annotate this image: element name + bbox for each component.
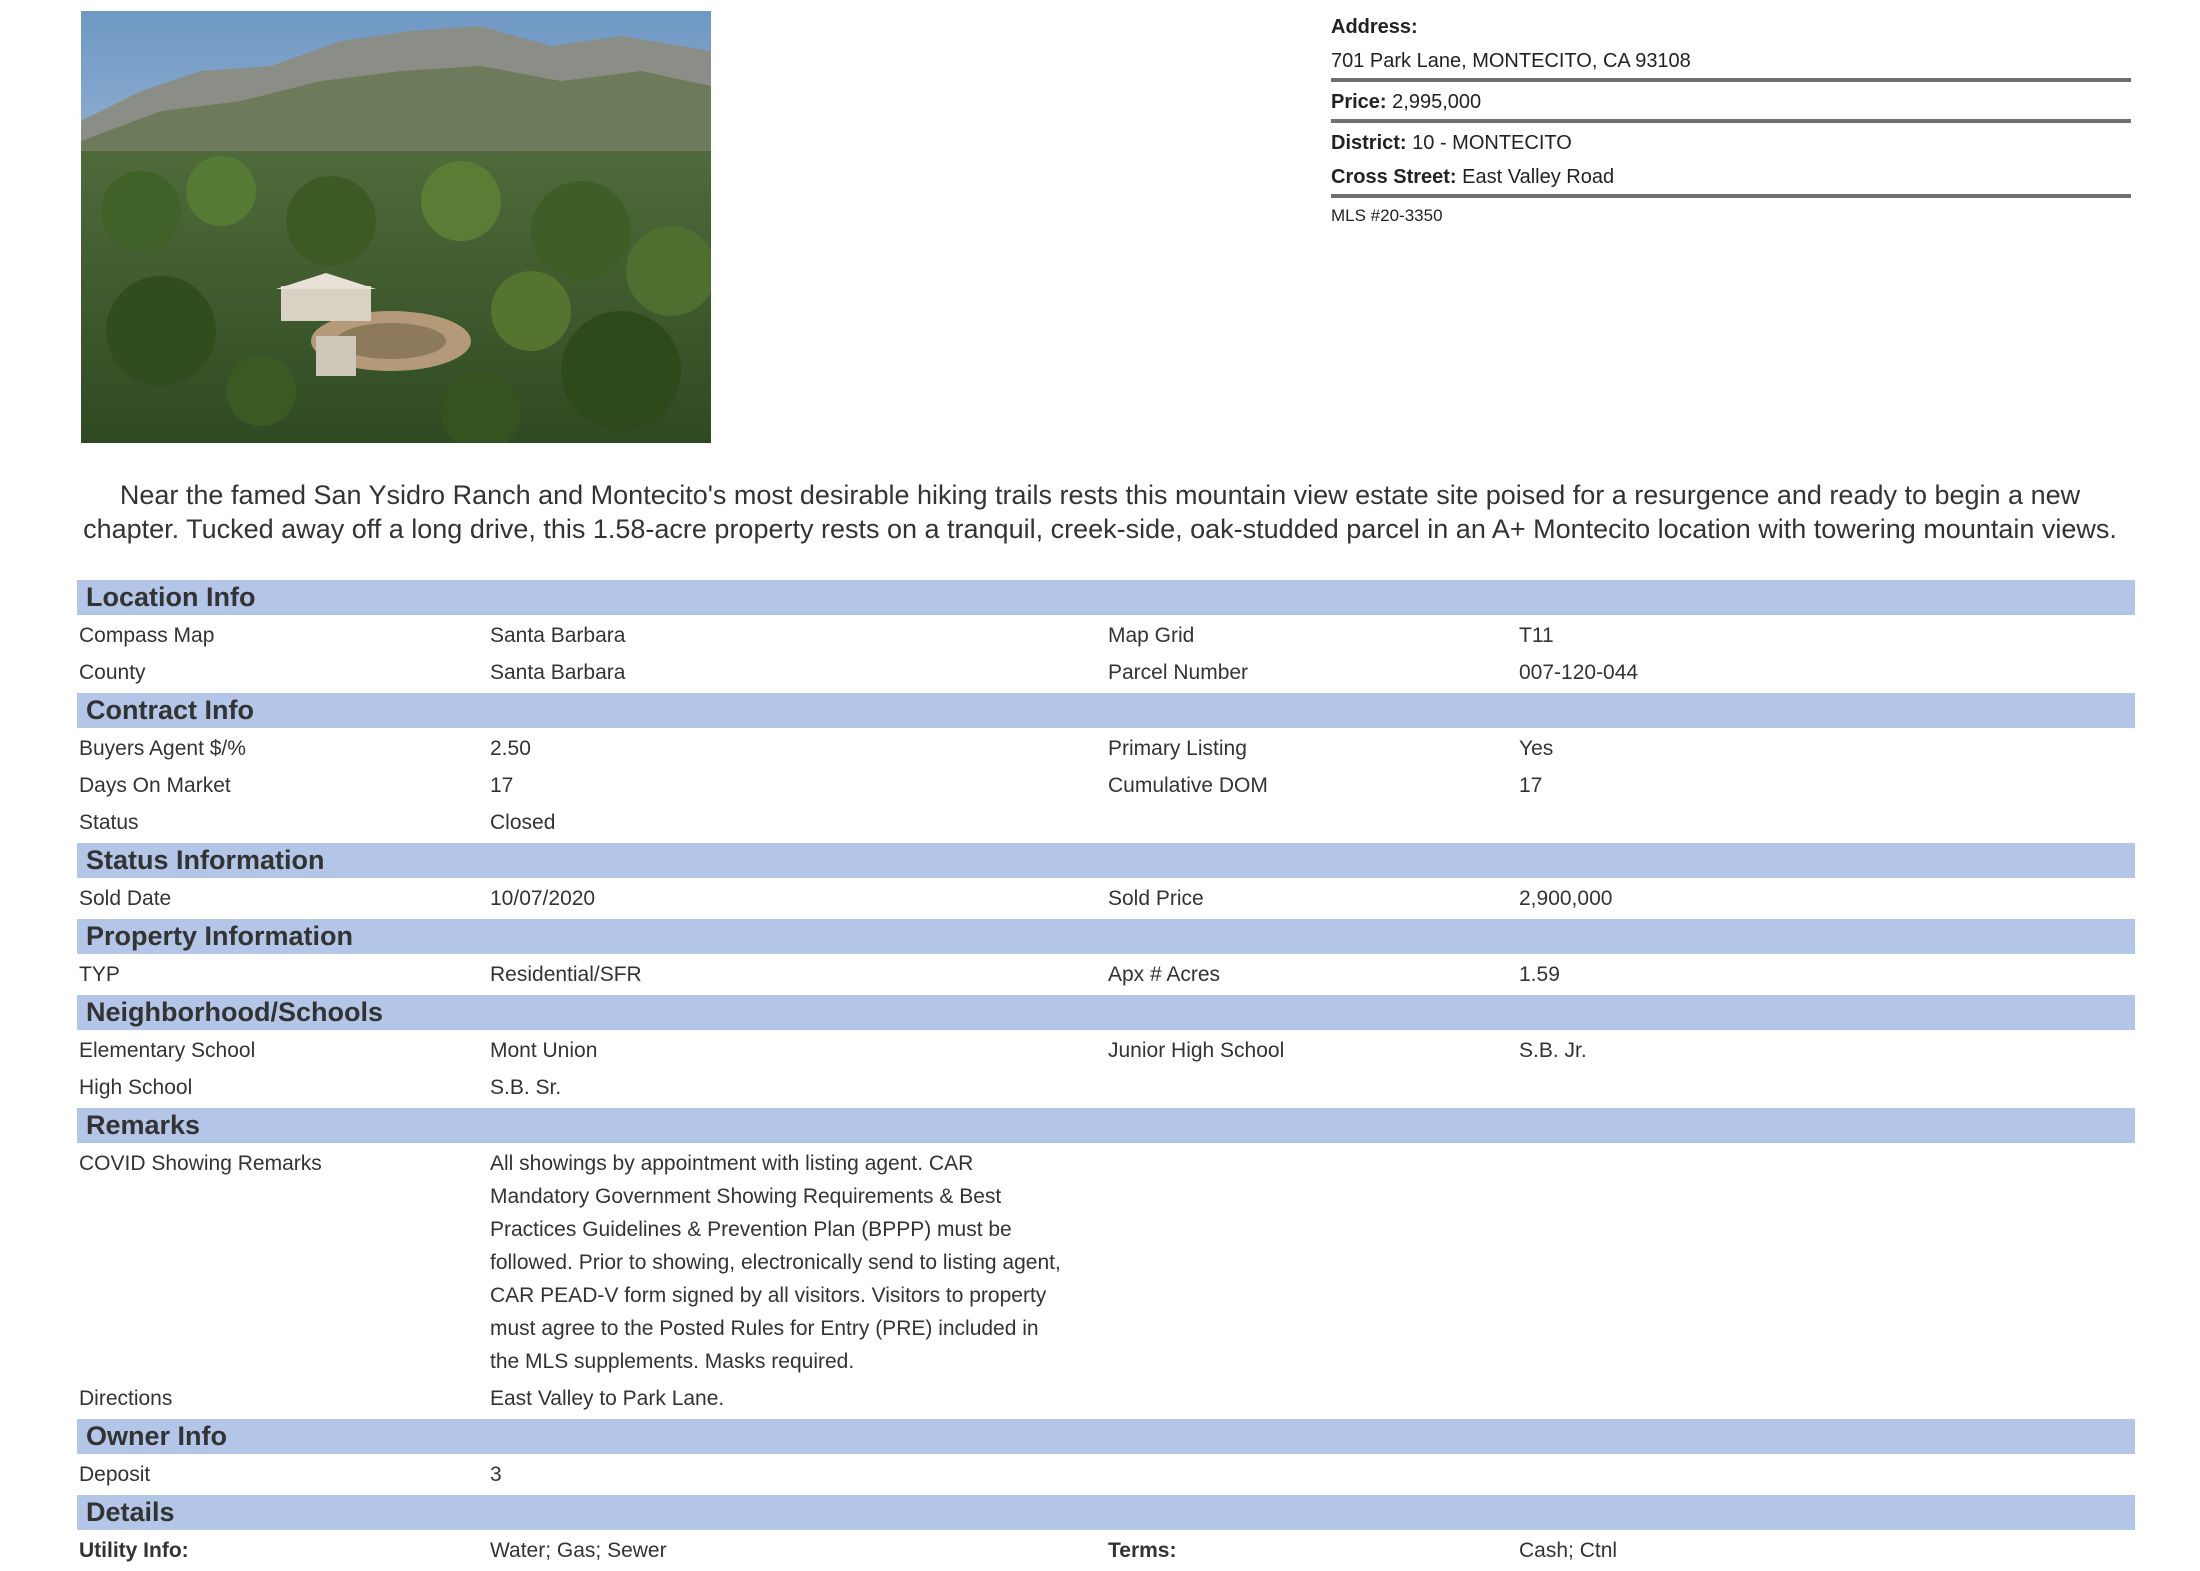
remark-line: CAR PEAD-V form signed by all visitors. Visitors to property	[490, 1284, 1047, 1307]
field-label: Compass Map	[79, 624, 215, 647]
cross-street-label: Cross Street:	[1331, 166, 1457, 188]
field-label: Utility Info:	[79, 1539, 189, 1562]
section-header-status: Status Information	[77, 843, 2135, 878]
field-label: Sold Date	[79, 887, 172, 910]
table-row	[77, 1532, 2135, 1569]
covid-remarks-text	[490, 1145, 1108, 1380]
field-label: Buyers Agent $/%	[79, 737, 246, 760]
district-value: 10 - MONTECITO	[1412, 132, 1572, 154]
field-label: Deposit	[79, 1463, 151, 1486]
field-label: Map Grid	[1108, 624, 1195, 647]
address-label-row	[1331, 10, 2131, 44]
cross-street-row	[1331, 160, 2131, 194]
field-value: 10/07/2020	[490, 887, 596, 910]
field-value	[1519, 804, 2119, 841]
remark-line: the MLS supplements. Masks required.	[490, 1350, 855, 1373]
field-value: 2,900,000	[1519, 887, 1613, 910]
field-label	[1108, 804, 1519, 841]
field-label: Elementary School	[79, 1039, 256, 1062]
listing-sections	[77, 580, 2135, 1571]
divider	[1331, 194, 2131, 198]
field-value: Santa Barbara	[490, 624, 626, 647]
field-value: Mont Union	[490, 1039, 598, 1062]
field-label	[1108, 1069, 1519, 1106]
district-label: District:	[1331, 132, 1407, 154]
section-header-schools: Neighborhood/Schools	[77, 995, 2135, 1030]
field-value: 17	[490, 774, 514, 797]
field-label: Parcel Number	[1108, 661, 1249, 684]
field-label	[1108, 1456, 1519, 1493]
section-header-remarks: Remarks	[77, 1108, 2135, 1143]
remark-line: Practices Guidelines & Prevention Plan (BPPP) must be	[490, 1218, 1012, 1241]
table-row	[77, 730, 2135, 767]
table-row	[77, 767, 2135, 804]
district-row	[1331, 126, 2131, 160]
field-value	[1519, 1456, 2119, 1493]
table-row	[77, 956, 2135, 993]
field-label: High School	[79, 1076, 193, 1099]
field-value: S.B. Sr.	[490, 1076, 562, 1099]
table-row	[77, 1456, 2135, 1493]
table-row	[77, 1145, 2135, 1380]
listing-summary	[1331, 10, 2131, 231]
field-value: Closed	[490, 811, 556, 834]
section-header-details: Details	[77, 1495, 2135, 1530]
section-header-location: Location Info	[77, 580, 2135, 615]
table-row	[77, 1069, 2135, 1106]
section-header-contract: Contract Info	[77, 693, 2135, 728]
field-label: Status	[79, 811, 139, 834]
address-label: Address:	[1331, 16, 1418, 38]
field-label: Days On Market	[79, 774, 231, 797]
field-value: T11	[1519, 624, 1554, 647]
field-label: County	[79, 661, 146, 684]
field-value: 007-120-044	[1519, 661, 1639, 684]
field-label: Primary Listing	[1108, 737, 1247, 760]
section-header-owner: Owner Info	[77, 1419, 2135, 1454]
table-row	[77, 617, 2135, 654]
field-label: Terms:	[1108, 1539, 1177, 1562]
divider	[1331, 78, 2131, 82]
table-row	[77, 804, 2135, 841]
field-value: 17	[1519, 774, 1543, 797]
remark-line: Mandatory Government Showing Requirements & Best	[490, 1185, 1002, 1208]
field-value: East Valley to Park Lane.	[490, 1387, 725, 1410]
section-header-property: Property Information	[77, 919, 2135, 954]
field-label: Directions	[79, 1387, 173, 1410]
cross-street-value: East Valley Road	[1462, 166, 1615, 188]
field-label: Junior High School	[1108, 1039, 1285, 1062]
field-label: TYP	[79, 963, 120, 986]
table-row	[77, 1380, 2135, 1417]
price-label: Price:	[1331, 91, 1387, 113]
field-label: Sold Price	[1108, 887, 1204, 910]
price-value: 2,995,000	[1392, 91, 1482, 113]
field-value	[1519, 1069, 2119, 1106]
field-value: Residential/SFR	[490, 963, 642, 986]
field-value: Yes	[1519, 737, 1554, 760]
address-value-row	[1331, 44, 2131, 78]
field-value: 3	[490, 1463, 502, 1486]
price-row	[1331, 85, 2131, 119]
remark-line: must agree to the Posted Rules for Entry (PRE) included in	[490, 1317, 1039, 1340]
field-label: Apx # Acres	[1108, 963, 1221, 986]
mls-number: MLS #20-3350	[1331, 206, 1443, 225]
field-value: S.B. Jr.	[1519, 1039, 1587, 1062]
remark-line: All showings by appointment with listing agent. CAR	[490, 1152, 974, 1175]
property-photo	[81, 11, 711, 443]
field-label: COVID Showing Remarks	[79, 1152, 322, 1175]
field-value: 2.50	[490, 737, 531, 760]
table-row	[77, 880, 2135, 917]
table-row	[77, 654, 2135, 691]
remark-line: followed. Prior to showing, electronically send to listing agent,	[490, 1251, 1061, 1274]
table-row	[77, 1032, 2135, 1069]
field-label: Cumulative DOM	[1108, 774, 1268, 797]
field-value: Water; Gas; Sewer	[490, 1539, 667, 1562]
property-description: Near the famed San Ysidro Ranch and Montecito's most desirable hiking trails rests this mountain view estate site poised for a resurgence and ready to begin a new chapter. Tucked away off a long drive, this 1.58-acre property rests on a tranquil, creek-side, oak-studded parcel in an A+ Montecito location with towering mountain views.	[83, 480, 2117, 544]
field-value: Cash; Ctnl	[1519, 1539, 1618, 1562]
divider	[1331, 119, 2131, 123]
address-value: 701 Park Lane, MONTECITO, CA 93108	[1331, 50, 1691, 72]
field-value: Santa Barbara	[490, 661, 626, 684]
field-value: 1.59	[1519, 963, 1560, 986]
